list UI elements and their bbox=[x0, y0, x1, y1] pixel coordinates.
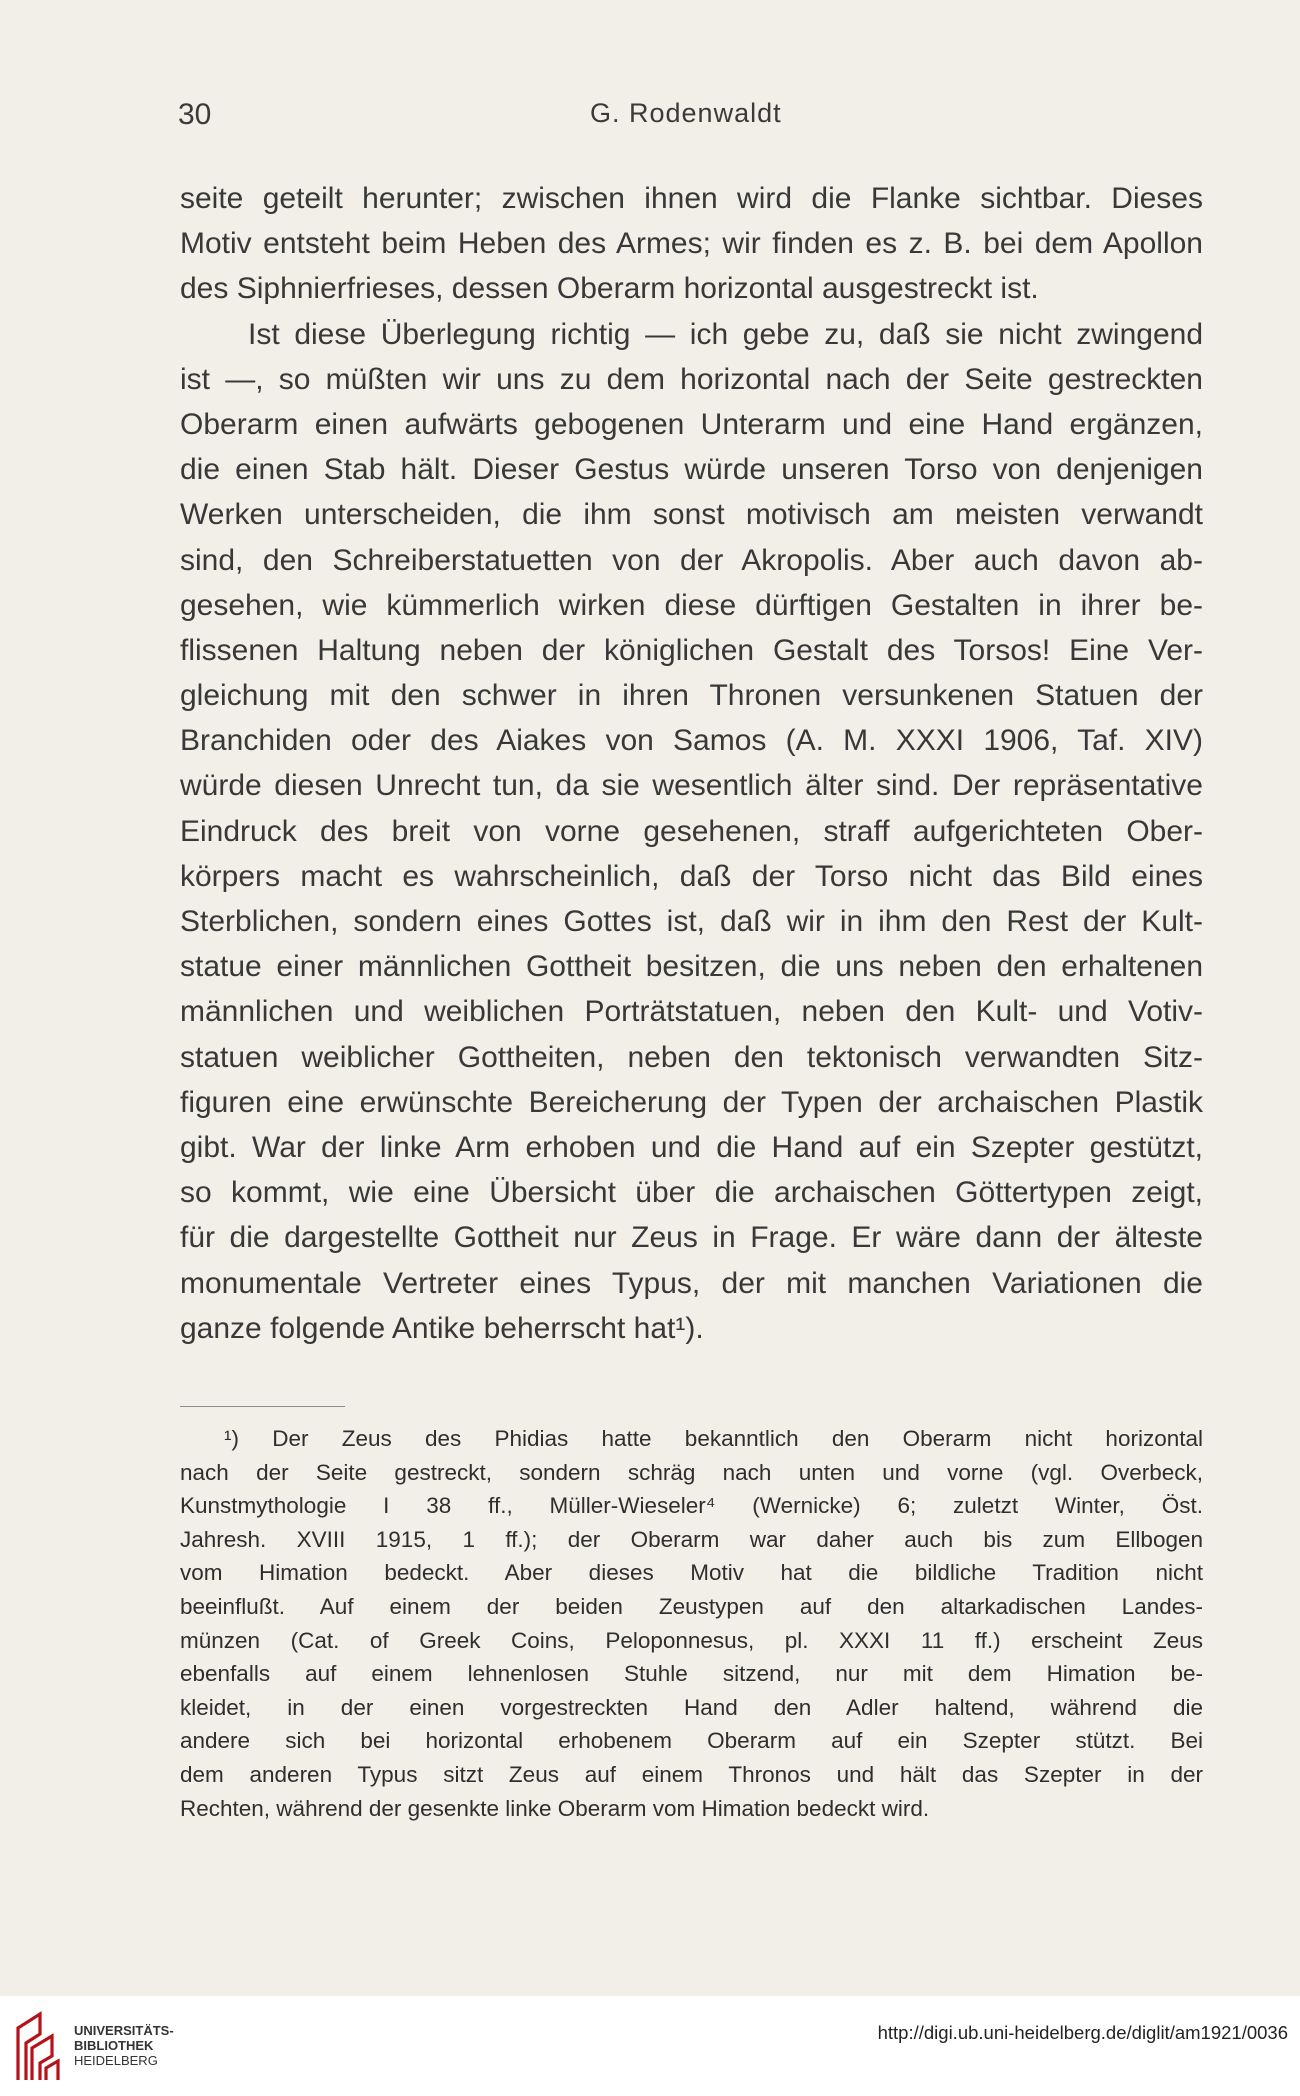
body-line: für die dargestellte Gottheit nur Zeus in Frage. Er wäre dann der älteste bbox=[180, 1221, 1203, 1255]
footnote-line: ebenfalls auf einem lehnenlosen Stuhle sitzend, nur mit dem Himation be- bbox=[180, 1661, 1203, 1687]
footnote-divider bbox=[180, 1406, 345, 1407]
body-line: gleichung mit den schwer in ihren Thronen versunkenen Statuen der bbox=[180, 679, 1203, 713]
body-line: gibt. War der linke Arm erhoben und die Hand auf ein Szepter gestützt, bbox=[180, 1130, 1203, 1164]
body-line: männlichen und weiblichen Porträtstatuen, neben den Kult- und Votiv- bbox=[180, 995, 1203, 1029]
body-line: körpers macht es wahrscheinlich, daß der Torso nicht das Bild eines bbox=[180, 859, 1203, 893]
footnote-line: nach der Seite gestreckt, sondern schräg nach unten und vorne (vgl. Overbeck, bbox=[180, 1459, 1203, 1485]
body-text bbox=[180, 176, 1203, 1351]
body-line: des Siphnierfrieses, dessen Oberarm horizontal ausgestreckt ist. bbox=[180, 272, 1039, 306]
body-line: flissenen Haltung neben der königlichen Gestalt des Torsos! Eine Ver- bbox=[180, 633, 1203, 667]
body-line: statue einer männlichen Gottheit besitzen, die uns neben den erhaltenen bbox=[180, 950, 1203, 984]
body-line: statuen weiblicher Gottheiten, neben den tektonisch verwandten Sitz- bbox=[180, 1040, 1203, 1074]
footnote-line: vom Himation bedeckt. Aber dieses Motiv hat die bildliche Tradition nicht bbox=[180, 1560, 1203, 1586]
footnote-line: münzen (Cat. of Greek Coins, Peloponnesus, pl. XXXI 11 ff.) erscheint Zeus bbox=[180, 1627, 1203, 1653]
footnotes bbox=[180, 1422, 1203, 1825]
footnote-line: Kunstmythologie I 38 ff., Müller-Wieseler⁴ (Wernicke) 6; zuletzt Winter, Öst. bbox=[180, 1493, 1203, 1519]
body-line: Motiv entsteht beim Heben des Armes; wir finden es z. B. bei dem Apollon bbox=[180, 227, 1203, 261]
body-line: Oberarm einen aufwärts gebogenen Unterarm und eine Hand ergänzen, bbox=[180, 407, 1203, 441]
library-name-line: UNIVERSITÄTS- bbox=[74, 2023, 174, 2038]
body-line: würde diesen Unrecht tun, da sie wesentlich älter sind. Der repräsentative bbox=[180, 769, 1203, 803]
body-line: gesehen, wie kümmerlich wirken diese dürftigen Gestalten in ihrer be- bbox=[180, 588, 1203, 622]
footnote-line: beeinflußt. Auf einem der beiden Zeustypen auf den altarkadischen Landes- bbox=[180, 1593, 1203, 1619]
body-line: Sterblichen, sondern eines Gottes ist, daß wir in ihm den Rest der Kult- bbox=[180, 905, 1203, 938]
footnote-line: Jahresh. XVIII 1915, 1 ff.); der Oberarm war daher auch bis zum Ellbogen bbox=[180, 1526, 1203, 1552]
digitization-footer bbox=[0, 1996, 1300, 2096]
body-line: ganze folgende Antike beherrscht hat¹). bbox=[180, 1311, 704, 1345]
footnote-line: Rechten, während der gesenkte linke Oberarm vom Himation bedeckt wird. bbox=[180, 1795, 930, 1821]
body-line: Eindruck des breit von vorne gesehenen, straff aufgerichteten Ober- bbox=[180, 814, 1203, 848]
body-line: so kommt, wie eine Übersicht über die archaischen Göttertypen zeigt, bbox=[180, 1176, 1203, 1210]
library-name-line: BIBLIOTHEK bbox=[74, 2038, 154, 2053]
footnote-line: kleidet, in der einen vorgestreckten Hand den Adler haltend, während die bbox=[180, 1694, 1203, 1720]
footnote-line: andere sich bei horizontal erhobenem Oberarm auf ein Szepter stützt. Bei bbox=[180, 1728, 1203, 1754]
footnote-line: ¹) Der Zeus des Phidias hatte bekanntlich den Oberarm nicht horizontal bbox=[224, 1426, 1203, 1451]
library-name-line: HEIDELBERG bbox=[74, 2053, 158, 2068]
body-line: Ist diese Überlegung richtig — ich gebe zu, daß sie nicht zwingend bbox=[248, 317, 1203, 351]
page-number: 30 bbox=[178, 98, 212, 131]
source-url-link[interactable]: http://digi.ub.uni-heidelberg.de/diglit/am1921/0036 bbox=[877, 2022, 1288, 2043]
body-line: ist —, so müßten wir uns zu dem horizontal nach der Seite gestreckten bbox=[180, 362, 1203, 396]
body-line: figuren eine erwünschte Bereicherung der Typen der archaischen Plastik bbox=[180, 1085, 1203, 1119]
running-head-author: G. Rodenwaldt bbox=[590, 98, 782, 128]
ub-heidelberg-logo-icon bbox=[12, 2010, 62, 2082]
body-line: die einen Stab hält. Dieser Gestus würde unseren Torso von denjenigen bbox=[180, 453, 1203, 487]
body-line: Branchiden oder des Aiakes von Samos (A. M. XXXI 1906, Taf. XIV) bbox=[180, 724, 1203, 758]
footnote-line: dem anderen Typus sitzt Zeus auf einem Thronos und hält das Szepter in der bbox=[180, 1761, 1203, 1787]
body-line: monumentale Vertreter eines Typus, der mit manchen Variationen die bbox=[180, 1266, 1203, 1300]
library-name bbox=[74, 2023, 174, 2068]
body-line: Werken unterscheiden, die ihm sonst motivisch am meisten verwandt bbox=[180, 498, 1203, 532]
body-line: sind, den Schreiberstatuetten von der Akropolis. Aber auch davon ab- bbox=[180, 543, 1203, 577]
body-line: seite geteilt herunter; zwischen ihnen wird die Flanke sichtbar. Dieses bbox=[180, 182, 1203, 215]
